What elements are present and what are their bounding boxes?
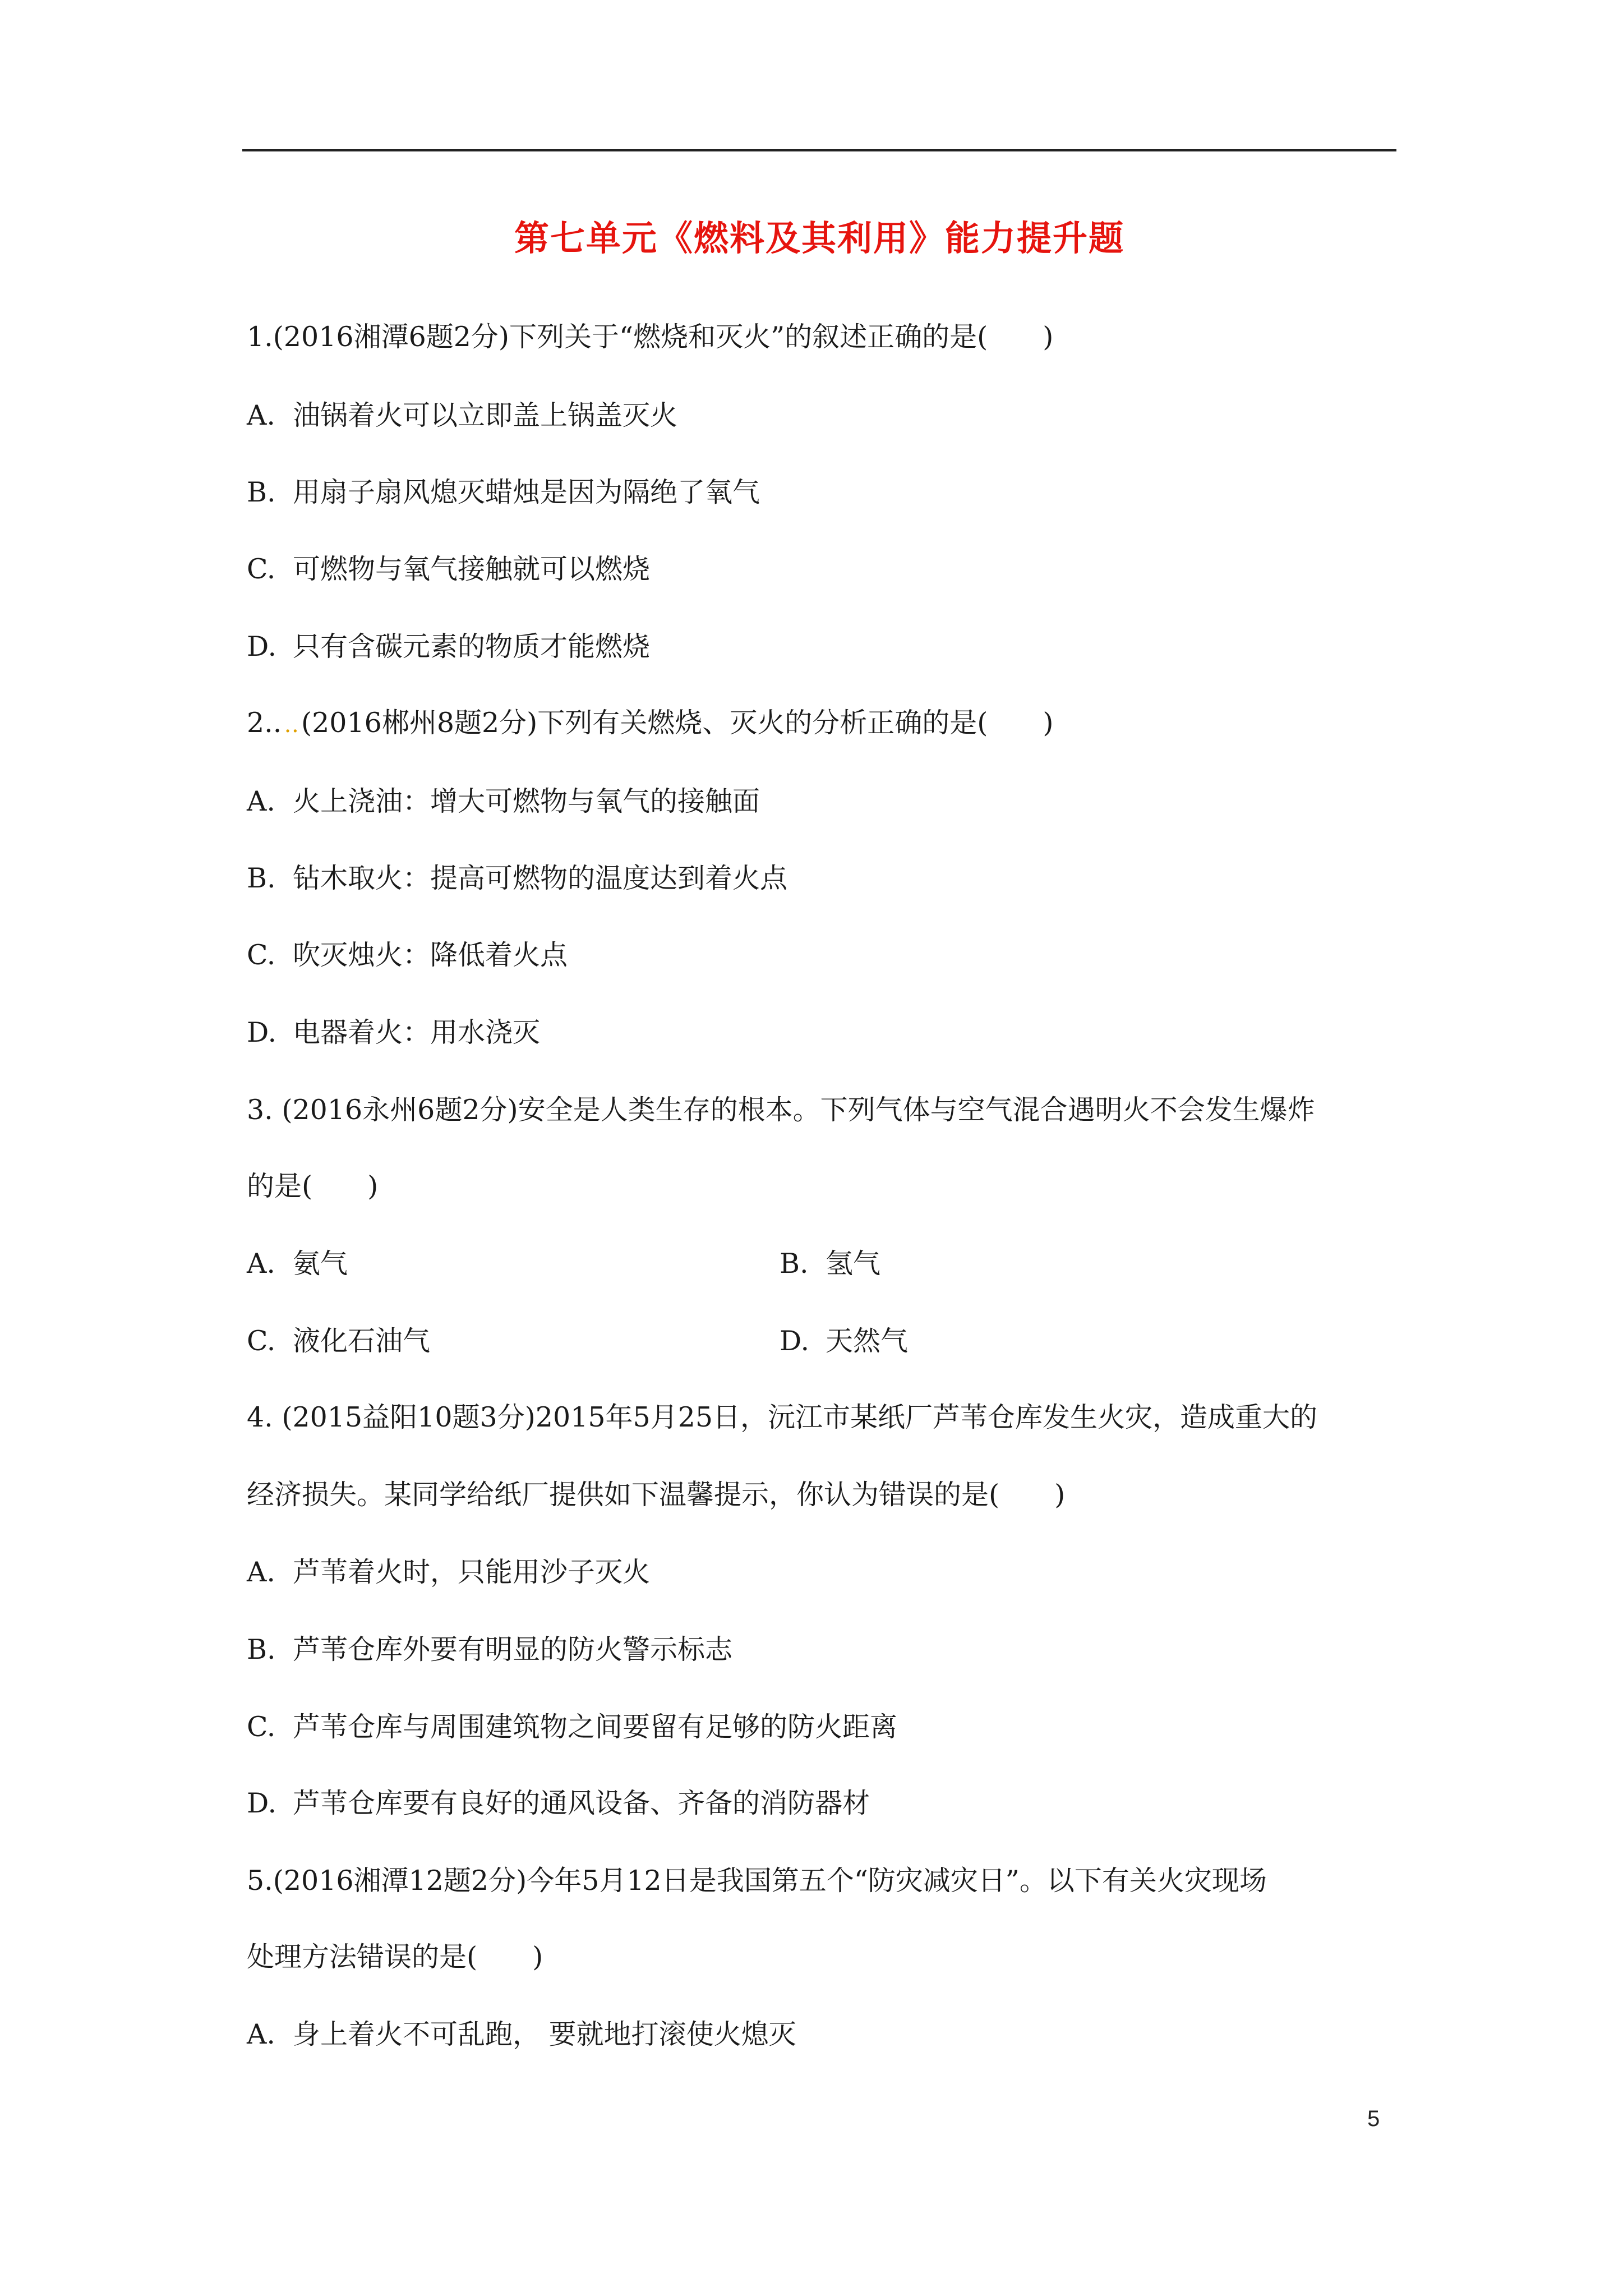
option-text: 芦苇仓库与周围建筑物之间要留有足够的防火距离 (293, 1711, 898, 1743)
option-letter: A. (247, 1248, 275, 1280)
question-2-option-d (247, 1013, 540, 1052)
option-text: 芦苇着火时，只能用沙子灭火 (293, 1556, 651, 1588)
question-4-option-d (247, 1784, 870, 1823)
question-4-option-b (247, 1630, 732, 1669)
question-1-option-a (247, 396, 677, 435)
option-text: 油锅着火可以立即盖上锅盖灭火 (293, 399, 678, 431)
option-letter: C. (247, 1325, 276, 1357)
option-letter: B. (247, 862, 276, 894)
option-letter: C. (247, 553, 276, 585)
option-letter: A. (247, 2018, 275, 2050)
question-number: 2.. (247, 707, 282, 739)
question-4-stem-line-2: 经济损失。某同学给纸厂提供如下温馨提示，你认为错误的是( ) (247, 1479, 1066, 1511)
option-text: 电器着火：用水浇灭 (293, 1016, 541, 1048)
question-2-option-a (247, 782, 760, 821)
option-text: 氢气 (826, 1248, 881, 1280)
question-1-option-c (247, 550, 650, 589)
question-4-stem-line-1: 4. (2015益阳10题3分)2015年5月25日，沅江市某纸厂芦苇仓库发生火灾，造成重大的 (247, 1401, 1318, 1433)
option-text: 可燃物与氧气接触就可以燃烧 (293, 553, 651, 585)
question-2-stem (247, 703, 1054, 744)
option-text: 吹灭烛火：降低着火点 (293, 939, 568, 971)
question-5-option-a (247, 2015, 796, 2054)
page-title: 第七单元《燃料及其利用》能力提升题 (514, 218, 1124, 259)
option-text: 火上浇油：增大可燃物与氧气的接触面 (293, 785, 760, 817)
question-3-options-row-2 (247, 1322, 909, 1361)
option-letter: D. (780, 1325, 810, 1357)
option-letter: B. (780, 1248, 809, 1280)
header-rule (242, 149, 1396, 151)
question-1-stem: 1.(2016湘潭6题2分)下列关于“燃烧和灭火”的叙述正确的是( ) (247, 321, 1054, 353)
question-5-stem-line-2: 处理方法错误的是( ) (247, 1941, 543, 1973)
question-4-option-a (247, 1553, 650, 1592)
question-4-option-c (247, 1708, 897, 1747)
question-3-options-row-1 (247, 1244, 881, 1283)
question-3-option-d (780, 1322, 908, 1361)
question-3-stem-line-2: 的是( ) (247, 1170, 379, 1202)
option-letter: D. (247, 1787, 277, 1819)
option-letter: C. (247, 939, 276, 971)
option-letter: A. (247, 399, 275, 431)
question-1-option-b (247, 473, 760, 512)
option-letter: D. (247, 1016, 277, 1048)
option-letter: A. (247, 1556, 275, 1588)
option-letter: A. (247, 785, 275, 817)
question-text: (2016郴州8题2分)下列有关燃烧、灭火的分析正确的是( ) (301, 707, 1054, 739)
highlight-mark: ‥ (284, 712, 299, 738)
option-text: 用扇子扇风熄灭蜡烛是因为隔绝了氧气 (293, 476, 760, 508)
page-number: 5 (1367, 2106, 1380, 2131)
option-text: 只有含碳元素的物质才能燃烧 (293, 631, 651, 662)
question-1-option-d (247, 627, 650, 666)
option-text: 液化石油气 (293, 1325, 431, 1357)
question-5-stem-line-1: 5.(2016湘潭12题2分)今年5月12日是我国第五个“防灾减灾日”。以下有关火灾现场 (247, 1865, 1267, 1897)
question-3-option-b (780, 1244, 880, 1283)
question-3-stem-line-1: 3. (2016永州6题2分)安全是人类生存的根本。下列气体与空气混合遇明火不会发生爆炸 (247, 1094, 1315, 1126)
question-2-option-c (247, 936, 568, 975)
option-text: 身上着火不可乱跑， 要就地打滚使火熄灭 (293, 2018, 796, 2050)
option-text: 钻木取火：提高可燃物的温度达到着火点 (293, 862, 788, 894)
option-text: 芦苇仓库外要有明显的防火警示标志 (293, 1634, 733, 1665)
option-text: 芦苇仓库要有良好的通风设备、齐备的消防器材 (293, 1787, 870, 1819)
question-2-option-b (247, 859, 787, 898)
option-text: 天然气 (826, 1325, 909, 1357)
option-letter: C. (247, 1711, 276, 1743)
option-letter: B. (247, 1634, 276, 1665)
option-letter: D. (247, 631, 277, 662)
option-text: 氨气 (293, 1248, 348, 1280)
option-letter: B. (247, 476, 276, 508)
